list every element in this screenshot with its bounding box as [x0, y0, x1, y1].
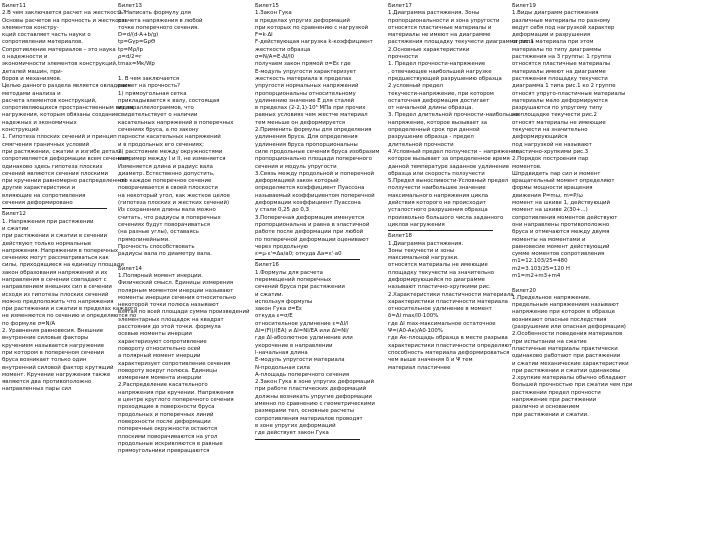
text-line: в пределах (2-2,1)·10⁵ МПа при прочих: [255, 105, 366, 112]
text-line: разрушаются по упругому типу: [512, 105, 603, 112]
text-line: получаем закон прямой σ=Eε где: [255, 61, 351, 68]
text-line: смягчения граничных условий: [2, 141, 90, 148]
text-line: где Δl-абсолютное удлинение или: [255, 335, 353, 342]
column-3: [255, 3, 379, 442]
text-line: называемый коэффициентом поперечной: [255, 192, 375, 199]
text-line: деформирующийся: [512, 134, 568, 141]
text-line: деформации коэффициент Пуассона: [255, 200, 361, 207]
text-line: удлинения бруса. Для определения: [255, 134, 358, 141]
text-line: σ=N/A=E·Δl/l0: [255, 54, 295, 61]
text-line: движения P=mω, m=P/ω: [512, 192, 583, 199]
text-line: F=k·Δl: [255, 32, 273, 39]
text-line: расстояния до этой точки. формула: [118, 324, 221, 331]
text-line: при кручении равномерно распределенной: [2, 178, 127, 185]
text-line: деталей машин, при-: [2, 68, 63, 75]
text-line: при испытании на сжатие: [512, 338, 587, 345]
text-line: 1.Диаграмма растяжения.: [388, 240, 464, 247]
text-line: текучести-напряжение, при котором: [388, 90, 494, 97]
text-line: полярным моментом инерции называют: [118, 287, 234, 294]
text-line: а полярный момент инерции: [118, 353, 201, 360]
text-line: D=d/(d-A+b/g): [118, 32, 159, 39]
text-line: укорочение в направлении: [255, 342, 333, 349]
text-line: от начальной длины образца.: [388, 105, 474, 112]
text-line: пропорциональна и равна в эластичной: [255, 221, 370, 228]
text-line: бруса возникает только один: [2, 357, 87, 364]
text-line: возникают опасные последствия: [512, 316, 607, 323]
text-line: 4.Условный предел ползучести – напряжение,: [388, 148, 521, 155]
text-line: при котором в поперечном сечении: [2, 349, 105, 356]
text-line: 2.Закон Гука в зоне упругих деформаций: [255, 379, 375, 386]
text-line: напряжение при котором в образце: [512, 309, 615, 316]
text-line: прямоугольники превращаются: [118, 448, 210, 455]
text-line: парности касательных напряжений: [118, 134, 221, 141]
text-line: сопротивляется деформации всем сечением: [2, 156, 130, 163]
text-line: 2) расстояние между окружностями: [118, 148, 223, 155]
text-line: 1.Формулы для расчета: [255, 269, 323, 276]
text-line: размерами тел, основные расчеты: [255, 408, 354, 415]
text-line: материалы не имеют на диаграмме: [388, 32, 491, 39]
text-line: Зоны текучести и зоны: [388, 247, 455, 254]
text-line: используя формулы: [255, 298, 313, 305]
text-line: например между I и II, не изменяется: [118, 156, 226, 163]
text-line: различные материалы по разному: [512, 17, 611, 24]
text-line: способность материала деформироваться: [388, 349, 510, 356]
text-line: взятая по всей площади сумма произведений: [118, 309, 250, 316]
text-line: (гипотеза плоских и жестких сечений): [118, 200, 230, 207]
text-line: предшествующей разрушению образца: [388, 75, 502, 82]
text-line: сечений являются сечения плоскими: [2, 170, 109, 177]
text-line: направления в сечении совпадают с: [2, 276, 107, 283]
text-line: измерения момента инерции: [118, 375, 202, 382]
text-line: 2.Порядок построения пар: [512, 156, 589, 163]
text-line: прикладывается к валу, состоящая: [118, 97, 220, 104]
text-line: Изменяется длина и радиус вала: [118, 163, 213, 170]
text-line: E-модуль упругости характеризует: [255, 68, 357, 75]
text-line: деформирующейся по диаграмме: [388, 276, 485, 283]
text-line: растяжения площадку текучести диаграмма рис.1: [388, 39, 534, 46]
text-line: не изменяются по сечению и определяются по: [2, 313, 137, 320]
text-line: циклов нагружения: [388, 221, 445, 228]
text-line: называют пластично-хрупкими рис.: [388, 284, 491, 291]
text-line: у стали 0,25 до 0,3: [255, 207, 310, 214]
text-line: именно по сравнению с геометрическими: [255, 401, 375, 408]
text-line: 3.Связь между продольной и поперечной: [255, 170, 375, 177]
text-line: сечениях могут рассматриваться как: [2, 255, 109, 262]
text-line: сечениях бруса, а по закону: [118, 127, 199, 134]
text-line: определенный срок при данной: [388, 127, 480, 134]
text-line: материалы имеют на диаграмме: [512, 68, 606, 75]
text-line: повороту относительно осей: [118, 345, 201, 352]
text-line: длительной прочности: [388, 141, 454, 148]
text-line: Прочность способствовать: [118, 243, 195, 250]
ticket-heading: Билет16: [255, 262, 279, 269]
column-2: [118, 3, 249, 455]
text-line: где Δl max-максимальное остаточное: [388, 320, 496, 327]
text-line: максимального напряжения цикла: [388, 192, 489, 199]
text-line: предельным напряжением называют: [512, 302, 619, 309]
text-line: 3. Предел длительной прочности-наибольшее: [388, 112, 521, 119]
text-line: моменты инерции сечения относительно: [118, 294, 236, 301]
column-1: [2, 3, 137, 394]
divider: [388, 230, 493, 231]
text-line: текучести на значительно: [512, 127, 588, 134]
text-line: по поперечной деформации оценивают: [255, 236, 369, 243]
text-line: поперечные окружности остаются: [118, 426, 218, 433]
text-line: 1.Закон Гука: [255, 10, 292, 17]
text-line: ε=μ·ε'=Δa/a0; откуда Δa=ε'·a0: [255, 251, 342, 258]
text-line: силы, приходящиеся на единицу площади: [2, 262, 124, 269]
text-line: 1. В чем заключается: [118, 75, 180, 82]
text-line: 2. Уравнения равновесия. Внешние: [2, 328, 104, 335]
text-line: одинаково здесь гипотеза плоских: [2, 163, 103, 170]
text-line: они направлены противоположно: [512, 221, 610, 228]
text-line: продольных и поперечных линий: [118, 411, 214, 418]
text-line: 2.условный предел: [388, 83, 443, 90]
text-line: N-продольная сила: [255, 364, 310, 371]
text-line: A-площадь поперечного сечения: [255, 371, 350, 378]
ticket-heading: Билет17: [388, 3, 412, 9]
text-line: растяжении предел прочности: [512, 389, 601, 396]
text-line: 1) прямоугольная сетка: [118, 90, 187, 97]
text-line: растяжения площадку текучести: [512, 75, 608, 82]
text-line: о надежности и: [2, 54, 48, 61]
text-line: сечения деформировано: [2, 200, 73, 207]
text-line: конструкций: [2, 127, 39, 134]
text-line: исходя из гипотезы плоских сечений: [2, 291, 109, 298]
text-line: , отвечающее наибольшей нагрузке: [388, 68, 492, 75]
text-line: Физический смысл. Единицы измерения: [118, 280, 234, 287]
text-line: пропорциональности и зона упругости: [388, 17, 500, 24]
text-line: пластичные материалы практически: [512, 345, 618, 352]
text-line: остаточная деформация достигает: [388, 97, 490, 104]
text-line: расчета напряжения в любой: [118, 17, 203, 24]
text-line: нагружения, которым обязаны создание: [2, 112, 119, 119]
text-line: 2.Характеристики пластичности материала: [388, 291, 514, 298]
text-line: 2.Особенности поведения материалов: [512, 331, 623, 338]
text-line: напряжения. Напряжения в поперечных: [2, 247, 119, 254]
text-line: ведут себя под нагрузкой характер: [512, 24, 615, 31]
text-line: жесткость материала в пределах: [255, 75, 352, 82]
text-line: удлинению значение E для сталей: [255, 97, 355, 104]
text-line: при работе пластических деформаций: [255, 386, 367, 393]
text-line: перемещений поперечных: [255, 276, 332, 283]
text-line: Шпрдвидеть пар сил и момент: [512, 170, 601, 177]
text-line: относительное удлинение ε=Δl/l: [255, 320, 349, 327]
text-line: данной температуре заданное удлинение: [388, 163, 510, 170]
text-line: удлинения бруса пропорциональны: [255, 141, 358, 148]
text-line: момент на шкиве 2(30+...): [512, 207, 588, 214]
text-line: проходящие в поверхности бруса: [118, 404, 215, 411]
text-line: элементарных площадок на квадрат: [118, 316, 224, 323]
text-line: точке поперечного сечения.: [118, 24, 199, 31]
text-line: на некоторый угол, как жесткое целое: [118, 192, 230, 199]
text-line: повороту вокруг полюса. Единицы: [118, 367, 218, 374]
text-line: при растяжении и сжатии в пределах каждого: [2, 306, 138, 313]
text-line: 1.Виды диаграмм растяжения: [512, 10, 599, 17]
text-line: Ψ=(A0-Aк)/A0·100%: [388, 328, 443, 335]
text-line: прямолинейными.: [118, 236, 170, 243]
text-line: относятся материалы не имеющие: [388, 262, 488, 269]
text-line: Сопротивление материалов – это наука: [2, 46, 116, 53]
text-line: Целью данного раздела является овладение: [2, 83, 131, 90]
ticket-heading: Билет11: [2, 3, 26, 9]
text-line: F-действующая нагрузка k-коэффициент: [255, 39, 373, 46]
text-line: момент на шкиве 1, действующий: [512, 200, 611, 207]
text-line: 1. Гипотеза плоских сечений и принцип: [2, 134, 117, 141]
text-line: напряжение, которое вызывает за: [388, 119, 488, 126]
divider: [255, 439, 360, 440]
text-line: и сжатии: [2, 225, 29, 232]
text-line: площадку текучести на значительно: [388, 269, 495, 276]
text-line: материалы по типу диаграммы: [512, 46, 602, 53]
text-line: через продольную: [255, 243, 308, 250]
text-line: 2.Основные характеристики: [388, 46, 470, 53]
ticket-heading: Билет19: [512, 3, 536, 9]
text-line: действия которого не происходит: [388, 200, 486, 207]
text-line: бруса и отмечаются между двумя: [512, 229, 610, 236]
text-line: действуют только нормальные: [2, 240, 92, 247]
text-line: поверхности после деформации: [118, 418, 211, 425]
text-line: которое вызывает за определенное время: [388, 156, 510, 163]
text-line: 3.Поперечная деформация именуется: [255, 214, 365, 221]
text-line: внутренние силовые факторы: [2, 335, 89, 342]
text-line: откуда ε=σ/E: [255, 313, 293, 320]
text-line: l-начальная длина: [255, 349, 308, 356]
text-line: равновесие момент действующий: [512, 243, 610, 250]
ticket-heading: Билет15: [255, 3, 279, 9]
text-line: по формуле σ=N/A: [2, 320, 56, 327]
text-line: характеризует сопротивление сечения: [118, 360, 231, 367]
text-line: сечениях будут поворачиваться: [118, 221, 210, 228]
text-line: (разрушение или опасная деформация): [512, 324, 626, 331]
text-line: характеризуют сопротивление: [118, 338, 207, 345]
text-line: ползучести наибольшее значение: [388, 185, 486, 192]
text-line: образца или скорость ползучести: [388, 170, 485, 177]
text-line: (на разные углы), оставаясь: [118, 229, 199, 236]
text-line: являются два противоположно: [2, 379, 92, 386]
text-line: материал пластичнее: [388, 364, 451, 371]
text-line: диаграмма 1 типа рис.1 ко 2 группе: [512, 83, 616, 90]
text-line: 2.Применить формулы для определения: [255, 127, 372, 134]
text-line: чем выше значения δ и Ψ тем: [388, 357, 473, 364]
text-line: равных условиях чем жестче материал: [255, 112, 368, 119]
ticket-heading: Билет20: [512, 287, 536, 294]
text-line: силе продольные сечения бруса изобразим: [255, 148, 380, 155]
text-line: внутренний силовой фактор крутящий: [2, 364, 114, 371]
text-line: и сжатии механические характеристики: [512, 360, 629, 367]
text-line: моментов.: [512, 163, 542, 170]
text-line: различно и основанием: [512, 404, 580, 411]
text-line: Из сохранения длины вала можно: [118, 207, 216, 214]
text-line: закон Гука σ=Eε: [255, 306, 302, 313]
blank-line: [512, 280, 632, 287]
text-line: свидетельствует о наличии: [118, 112, 198, 119]
text-line: tp=Gγp=GρΘ: [118, 39, 156, 46]
text-line: характеристики пластичности определяют: [388, 342, 513, 349]
text-line: относят упруго-пластичные материалы: [512, 90, 626, 97]
text-line: влияющие на сопротивления: [2, 192, 86, 199]
text-line: относят материалы не имеющие: [512, 119, 606, 126]
text-line: момент. Кручение нагружения также: [2, 371, 111, 378]
text-line: в зоне упругих деформаций: [255, 422, 336, 429]
text-line: работе после деформации при любой: [255, 229, 364, 236]
text-line: одинаково работают при растяжении: [512, 353, 621, 360]
divider: [255, 259, 360, 260]
text-line: должны возникать упругие деформации: [255, 393, 372, 400]
text-line: m1=12.103/25=480: [512, 258, 568, 265]
text-line: растяжения на 3 группы: 1 группа: [512, 54, 612, 61]
text-line: напряжение при растяжении: [512, 397, 597, 404]
text-line: на площадке текучести рис.2: [512, 112, 597, 119]
text-line: E-модуль упругости материала: [255, 357, 345, 364]
text-line: деформацией закон который: [255, 178, 339, 185]
text-line: m1=m2+m3+m4: [512, 272, 561, 279]
text-line: при растяжении и сжатии в сечении: [2, 233, 108, 240]
text-line: δ=Δl max/l0·100%: [388, 313, 439, 320]
text-line: 2.хрупкие материалы обычно обладают: [512, 375, 627, 382]
text-line: моменты на моментами и: [512, 236, 586, 243]
text-line: tp=Mρ/Ip: [118, 46, 143, 53]
text-line: радиусы вала по диаметру вала.: [118, 251, 212, 258]
text-line: плоскими поворачиваются на угол: [118, 433, 218, 440]
text-line: в центре круглого поперечного сечения: [118, 397, 234, 404]
text-line: направлением внешних сил в сечении: [2, 284, 112, 291]
text-line: тем меньше он деформируется: [255, 119, 346, 126]
blank-line: [118, 69, 249, 76]
text-line: упругости нормальных напряжений: [255, 83, 359, 90]
text-line: m2=3.103/25=120 Н: [512, 265, 570, 272]
ticket-heading: Билет18: [388, 233, 412, 240]
column-5: [512, 3, 632, 419]
text-line: боров и механизмов.: [2, 75, 62, 82]
text-line: диаметр. Естественно допустить,: [118, 170, 215, 177]
text-line: вращательный момент определяют: [512, 178, 615, 185]
text-line: сечения и модуль упругости: [255, 163, 337, 170]
text-line: относительное удлинение в момент: [388, 306, 492, 313]
text-line: разрушение образца - предел: [388, 134, 474, 141]
text-line: характеристики пластичности материала: [388, 298, 508, 305]
text-line: сопротивления моментов действуют: [512, 214, 618, 221]
text-line: сопротивления материалов проводят: [255, 415, 363, 422]
text-line: методами анализа и: [2, 90, 61, 97]
text-line: Основы расчетов на прочность и жесткость: [2, 17, 128, 24]
text-line: напряжения при кручении. Напряжения: [118, 389, 234, 396]
text-line: расчета элементов конструкций,: [2, 97, 97, 104]
text-line: пропорциональны относительному: [255, 90, 356, 97]
text-line: 1. Предел прочности-напряжение: [388, 61, 486, 68]
text-line: сечений бруса при растяжении: [255, 284, 345, 291]
text-line: другие характеристики и: [2, 185, 76, 192]
blank-line: [118, 258, 249, 265]
text-line: что каждое поперечное сечение: [118, 178, 212, 185]
text-line: пропорционально площади поперечного: [255, 156, 373, 163]
text-line: надежных и экономичных: [2, 119, 77, 126]
text-line: и в продольных его сечениях;: [118, 141, 204, 148]
text-line: расчет на прочность?: [118, 83, 180, 90]
text-line: 2.В чем заключается расчет на жесткость?: [2, 10, 126, 17]
text-line: направленных пары сил: [2, 386, 72, 393]
text-line: закон образования напряжений и их: [2, 269, 108, 276]
text-line: при растяжении, сжатии и изгибе деталь: [2, 148, 122, 155]
ticket-heading: Билет13: [118, 3, 142, 9]
text-line: Δl=(Fl)/(EA) и Δl=Nl/EA или Δl=Nl/: [255, 328, 349, 335]
text-line: относятся пластичные материалы и: [388, 24, 492, 31]
text-line: 1.Предельное напряжение.: [512, 294, 591, 301]
text-line: при которых по сравнению с нагрузкой: [255, 24, 369, 31]
text-line: сопротивлении материалов.: [2, 39, 84, 46]
text-line: жесткости образца: [255, 46, 311, 53]
text-line: относятся пластичные материалы: [512, 61, 611, 68]
text-line: от типа материала при этом: [512, 39, 594, 46]
text-line: поворачивается в своей плоскости: [118, 185, 218, 192]
text-line: элементов констру-: [2, 24, 59, 31]
ticket-heading: Билет12: [2, 211, 26, 218]
text-line: определяется коэффициент Пуассона: [255, 185, 365, 192]
text-line: считать, что радиусы в поперечных: [118, 214, 221, 221]
text-line: кций составляет часть науки о: [2, 32, 91, 39]
text-line: 2. Написать формулу для: [118, 10, 191, 17]
text-line: под нагрузкой не называют: [512, 141, 592, 148]
text-line: 2.Распределение касательного: [118, 382, 208, 389]
text-line: сопротивляющихся пространственным видам: [2, 105, 134, 112]
text-line: при растяжении и сжатии.: [512, 411, 589, 418]
text-line: продольные искривляются в равные: [118, 440, 223, 447]
text-line: некоторой точки полюса называют: [118, 302, 219, 309]
text-line: максимальной нагрузки.: [388, 255, 459, 262]
text-line: осевые моменты инерции: [118, 331, 192, 338]
text-line: большей прочностью при сжатии чем при: [512, 382, 633, 389]
text-line: 1.Диаграмма растяжения. Зоны: [388, 10, 480, 17]
text-line: 1. Напряжения при растяжении: [2, 218, 94, 225]
text-line: материалы мало деформируются: [512, 97, 608, 104]
text-line: усталостного разрушения образца: [388, 207, 488, 214]
text-line: сумме моментов сопротивления: [512, 251, 605, 258]
text-line: можно предположить что напряжения: [2, 298, 114, 305]
text-line: ρ=d/2=r: [118, 54, 142, 61]
ticket-heading: Билет14: [118, 265, 142, 272]
text-line: где действует закон Гука: [255, 430, 329, 437]
divider: [2, 208, 107, 209]
text-line: где Aк-площадь образца в месте разрыва: [388, 335, 508, 342]
text-line: касательных напряжений в поперечных: [118, 119, 234, 126]
text-line: произвольно большого числа заданного: [388, 214, 504, 221]
text-line: формы мощности вращения: [512, 185, 593, 192]
text-line: и сжатии.: [255, 291, 284, 298]
text-line: пластично-хрупкими рис.3: [512, 148, 589, 155]
text-line: 5.Предел выносливости-Условный предел: [388, 178, 509, 185]
text-line: кручением называется нагружение: [2, 342, 105, 349]
text-line: при растяжении и сжатии одинаковы: [512, 367, 621, 374]
text-line: из параллелограммов, что: [118, 105, 194, 112]
text-line: экономичности элементов конструкций,: [2, 61, 118, 68]
text-line: деформации и разрушения: [512, 32, 591, 39]
text-line: прочности: [388, 54, 418, 61]
text-line: в пределах упругих деформаций: [255, 17, 350, 24]
text-line: tmax=Mк/Wp: [118, 61, 155, 68]
text-line: 1.Полярный момент инерции.: [118, 272, 203, 279]
